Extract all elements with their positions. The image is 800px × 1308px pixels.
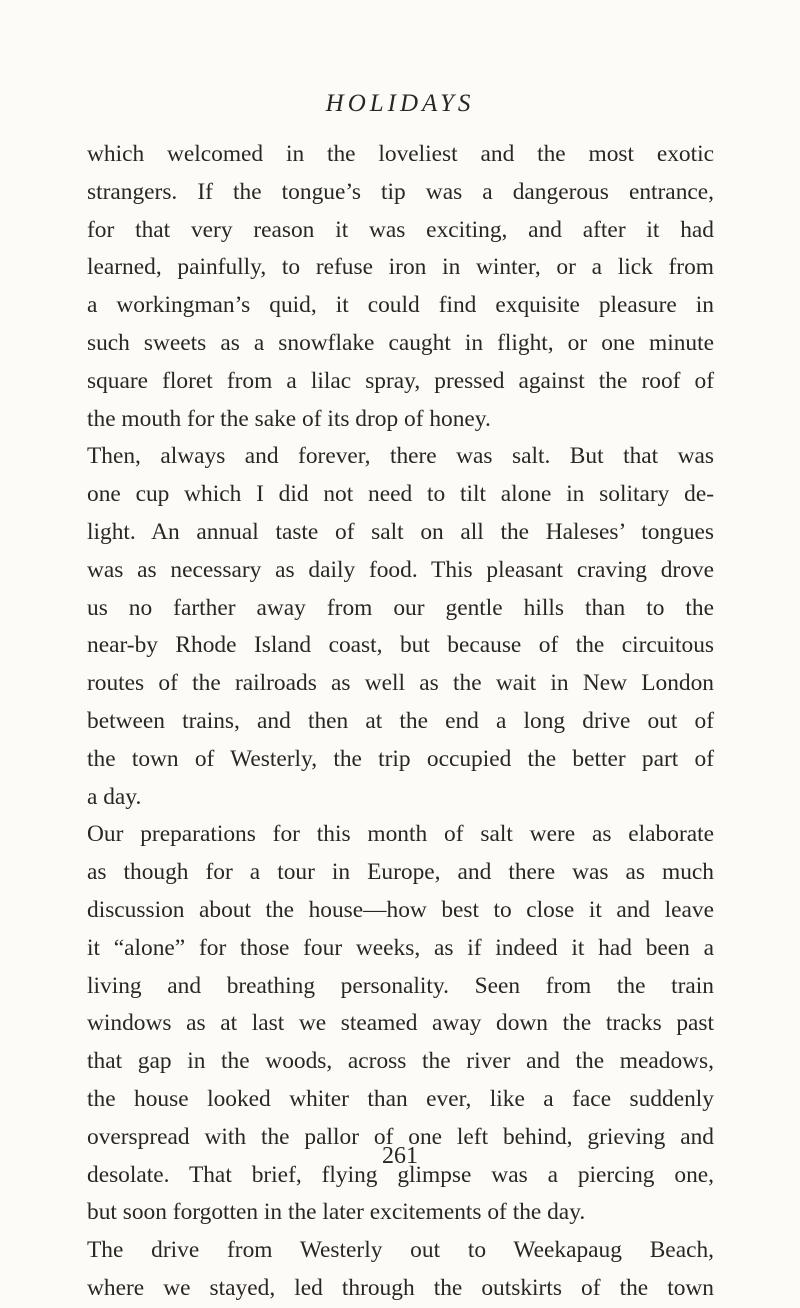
text-line: a workingman’s quid, it could find exquisite pleasure in xyxy=(87,292,714,319)
text-line: overspread with the pallor of one left behind, grieving and xyxy=(87,1123,714,1150)
body-text xyxy=(87,136,714,1308)
text-line: was as necessary as daily food. This pleasant craving drove xyxy=(87,556,714,583)
text-line: Our preparations for this month of salt were as elaborate xyxy=(87,821,714,848)
text-line: strangers. If the tongue’s tip was a dangerous entrance, xyxy=(87,178,714,205)
text-line: between trains, and then at the end a long drive out of xyxy=(87,707,714,734)
text-line: one cup which I did not need to tilt alone in solitary de- xyxy=(87,481,714,508)
text-line: Then, always and forever, there was salt. But that was xyxy=(87,443,714,470)
text-line: the town of Westerly, the trip occupied the better part of xyxy=(87,745,714,772)
text-line: desolate. That brief, flying glimpse was a piercing one, xyxy=(87,1161,714,1188)
text-line: learned, painfully, to refuse iron in winter, or a lick from xyxy=(87,254,714,281)
text-line: us no farther away from our gentle hills than to the xyxy=(87,594,714,621)
text-line: discussion about the house—how best to close it and leave xyxy=(87,896,714,923)
text-line: The drive from Westerly out to Weekapaug Beach, xyxy=(87,1237,714,1264)
text-line: but soon forgotten in the later excitements of the day. xyxy=(87,1199,586,1226)
text-line: square floret from a lilac spray, pressed against the roof of xyxy=(87,367,714,394)
text-line: living and breathing personality. Seen from the train xyxy=(87,972,714,999)
text-line: routes of the railroads as well as the wait in New London xyxy=(87,670,714,697)
text-line: as though for a tour in Europe, and there was as much xyxy=(87,859,714,886)
page-number: 261 xyxy=(382,1143,418,1169)
text-line: light. An annual taste of salt on all the Haleses’ tongues xyxy=(87,518,714,545)
running-head: HOLIDAYS xyxy=(325,90,475,117)
text-line: such sweets as a snowflake caught in flight, or one minute xyxy=(87,329,714,356)
text-line: near-by Rhode Island coast, but because of the circuitous xyxy=(87,632,714,659)
text-line: that gap in the woods, across the river and the meadows, xyxy=(87,1048,714,1075)
text-line: the house looked whiter than ever, like a face suddenly xyxy=(87,1085,714,1112)
text-line: the mouth for the sake of its drop of honey. xyxy=(87,405,491,432)
text-line: for that very reason it was exciting, and after it had xyxy=(87,216,714,243)
text-line: which welcomed in the loveliest and the most exotic xyxy=(87,141,714,167)
text-line: it “alone” for those four weeks, as if indeed it had been a xyxy=(87,934,714,961)
text-line: where we stayed, led through the outskirts of the town xyxy=(87,1274,714,1301)
text-line: a day. xyxy=(87,783,142,810)
text-line: windows as at last we steamed away down the tracks past xyxy=(87,1010,714,1037)
